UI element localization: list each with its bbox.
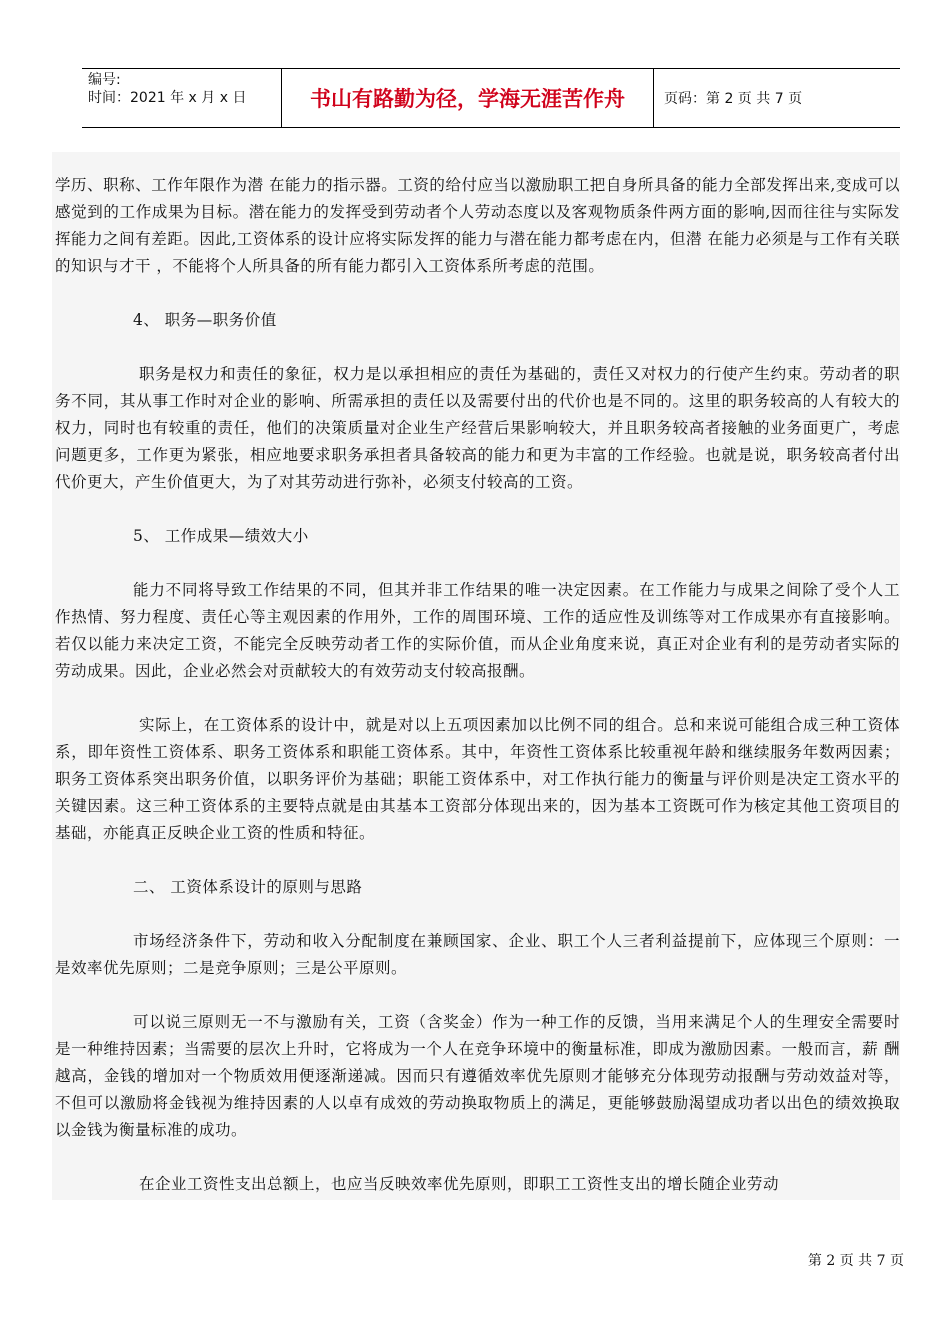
document-date: 时间：2021 年 x 月 x 日 [88, 90, 247, 106]
header-motto: 书山有路勤为径，学海无涯苦作舟 [282, 69, 654, 127]
paragraph-incentive: 可以说三原则无一不与激励有关，工资（含奖金）作为一种工作的反馈，当用来满足个人的生理安全需要时是一种维持因素；当需要的层次上升时，它将成为一个人在竞争环境中的衡量标准，即成为激励因素。一般而言，薪 酬越高，金钱的增加对一个物质效用便逐渐递减。因而只有遵循效率优先原则才能够充分体现劳动报酬与劳动效益对等，不但可以激励将金钱视为维持因素的人以卓有成效的劳动换取物质上的满足，更能够鼓励渴望成功者以出色的绩效换取以金钱为衡量标准的成功。 [55, 1013, 900, 1139]
paragraph-ability: 学历、职称、工作年限作为潜 在能力的指示器。工资的给付应当以激励职工把自身所具备的能力全部发挥出来,变成可以感觉到的工作成果为目标。潜在能力的发挥受到劳动者个人劳动态度以及客观物质条件两方面的影响,因而往往与实际发挥能力之间有差距。因此,工资体系的设计应将实际发挥的能力与潜在能力都考虑在内，但潜 在能力必须是与工作有关联的知识与才干 ，不能将个人所具备的所有能力都引入工资体系所考虑的范围。 [55, 176, 900, 275]
document-body [52, 152, 900, 1200]
header-page-info: 页码：第 2 页 共 7 页 [664, 91, 803, 107]
paragraph-position: 职务是权力和责任的象征，权力是以承担相应的责任为基础的，责任又对权力的行使产生约束。劳动者的职务不同，其从事工作时对企业的影响、所需承担的责任以及需要付出的代价也是不同的。这里的职务较高的人有较大的权力，同时也有较重的责任，他们的决策质量对企业生产经营后果影响较大，并且职务较高者接触的业务面更广，考虑问题更多，工作更为紧张，相应地要求职务承担者具备较高的能力和更为丰富的工作经验。也就是说，职务较高者付出代价更大，产生价值更大，为了对其劳动进行弥补，必须支付较高的工资。 [55, 365, 900, 491]
page-header [82, 68, 900, 128]
document-number-label: 编号: [88, 72, 121, 88]
section-heading-two: 二、 工资体系设计的原则与思路 [133, 878, 363, 896]
paragraph-principles: 市场经济条件下，劳动和收入分配制度在兼顾国家、企业、职工个人三者利益提前下，应体现三个原则：一是效率优先原则；二是竞争原则；三是公平原则。 [55, 932, 900, 977]
paragraph-performance: 能力不同将导致工作结果的不同，但其并非工作结果的唯一决定因素。在工作能力与成果之间除了受个人工作热情、努力程度、责任心等主观因素的作用外，工作的周围环境、工作的适应性及训练等对工作成果亦有直接影响。若仅以能力来决定工资，不能完全反映劳动者工作的实际价值，而从企业角度来说，真正对企业有利的是劳动者实际的劳动成果。因此，企业必然会对贡献较大的有效劳动支付较高报酬。 [55, 581, 900, 680]
page-footer: 第 2 页 共 7 页 [807, 1253, 904, 1269]
paragraph-combination: 实际上，在工资体系的设计中，就是对以上五项因素加以比例不同的组合。总和来说可能组合成三种工资体系，即年资性工资体系、职务工资体系和职能工资体系。其中，年资性工资体系比较重视年龄和继续服务年数两因素；职务工资体系突出职务价值，以职务评价为基础；职能工资体系中，对工作执行能力的衡量与评价则是决定工资水平的关键因素。这三种工资体系的主要特点就是由其基本工资部分体现出来的，因为基本工资既可作为核定其他工资项目的基础，亦能真正反映企业工资的性质和特征。 [55, 716, 900, 842]
section-heading-5: 5、 工作成果—绩效大小 [133, 527, 309, 545]
section-heading-4: 4、 职务—职务价值 [133, 311, 277, 329]
header-meta [82, 69, 282, 127]
paragraph-efficiency: 在企业工资性支出总额上，也应当反映效率优先原则，即职工工资性支出的增长随企业劳动 [139, 1175, 780, 1193]
